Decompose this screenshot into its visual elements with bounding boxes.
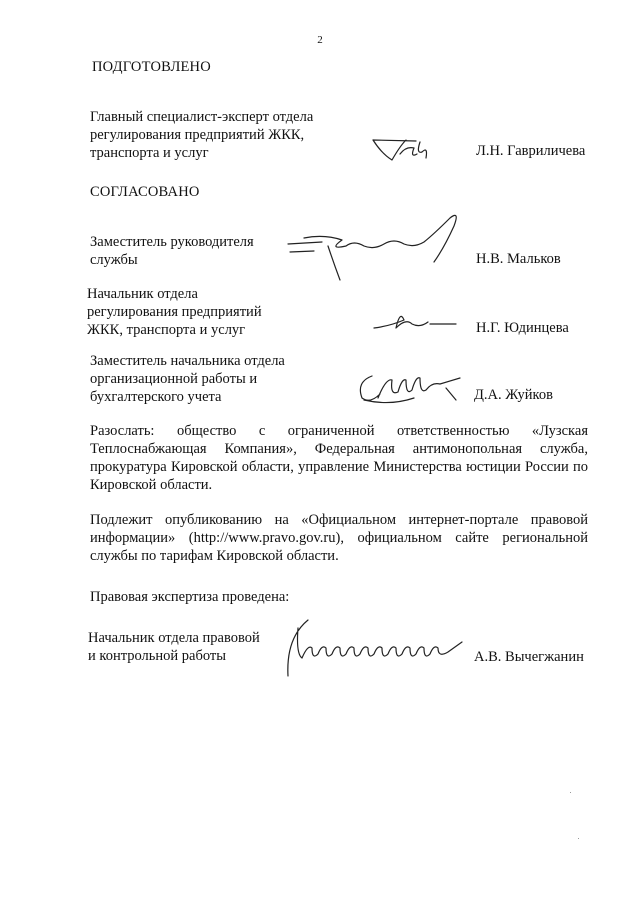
signer-name: Д.А. Жуйков (474, 387, 553, 403)
signature-yudintseva (370, 306, 460, 336)
signature-malkov (284, 206, 474, 286)
position-line: Заместитель руководителя (90, 234, 254, 250)
position-line: Заместитель начальника отдела (90, 353, 285, 369)
agreed-heading: СОГЛАСОВАНО (90, 184, 200, 200)
page-number: 2 (317, 34, 323, 46)
signer-name: Н.Г. Юдинцева (476, 320, 569, 336)
scan-speck (570, 792, 571, 793)
signer-position (90, 352, 285, 406)
position-line: регулирования предприятий ЖКК, (90, 127, 305, 143)
position-line: Главный специалист-эксперт отдела (90, 109, 314, 125)
prepared-position (90, 108, 313, 162)
distribution-paragraph: Разослать: общество с ограниченной ответственностью «Лузская Теплоснабжающая Компания», Федеральная антимонопольная служба, прокуратура Кировской области, управление Министерства юстиции России по Кировской области. (90, 423, 588, 493)
legal-review-text: Правовая экспертиза проведена: (90, 589, 290, 605)
signature-zhuikov (350, 368, 470, 412)
legal-signer-name: А.В. Вычегжанин (474, 649, 584, 665)
position-line: Начальник отдела правовой (88, 630, 260, 646)
position-line: ЖКК, транспорта и услуг (87, 322, 246, 338)
signature-gavrilicheva (370, 132, 440, 168)
legal-signer-position (88, 629, 260, 665)
position-line: регулирования предприятий (87, 304, 262, 320)
position-line: бухгалтерского учета (90, 389, 222, 405)
publication-paragraph: Подлежит опубликованию на «Официальном интернет-портале правовой информации» (http://www.pravo.gov.ru), официальном сайте региональной службы по тарифам Кировской области. (90, 512, 588, 564)
scan-speck (578, 838, 579, 839)
position-line: службы (90, 252, 138, 268)
signature-vychegzhanin (268, 614, 468, 684)
signer-position (90, 233, 254, 269)
position-line: транспорта и услуг (90, 145, 209, 161)
signer-position (87, 285, 262, 339)
position-line: и контрольной работы (88, 648, 226, 664)
position-line: организационной работы и (90, 371, 258, 387)
position-line: Начальник отдела (87, 286, 198, 302)
prepared-heading: ПОДГОТОВЛЕНО (92, 59, 211, 75)
signer-name: Н.В. Мальков (476, 251, 561, 267)
prepared-name: Л.Н. Гавриличева (476, 143, 586, 159)
